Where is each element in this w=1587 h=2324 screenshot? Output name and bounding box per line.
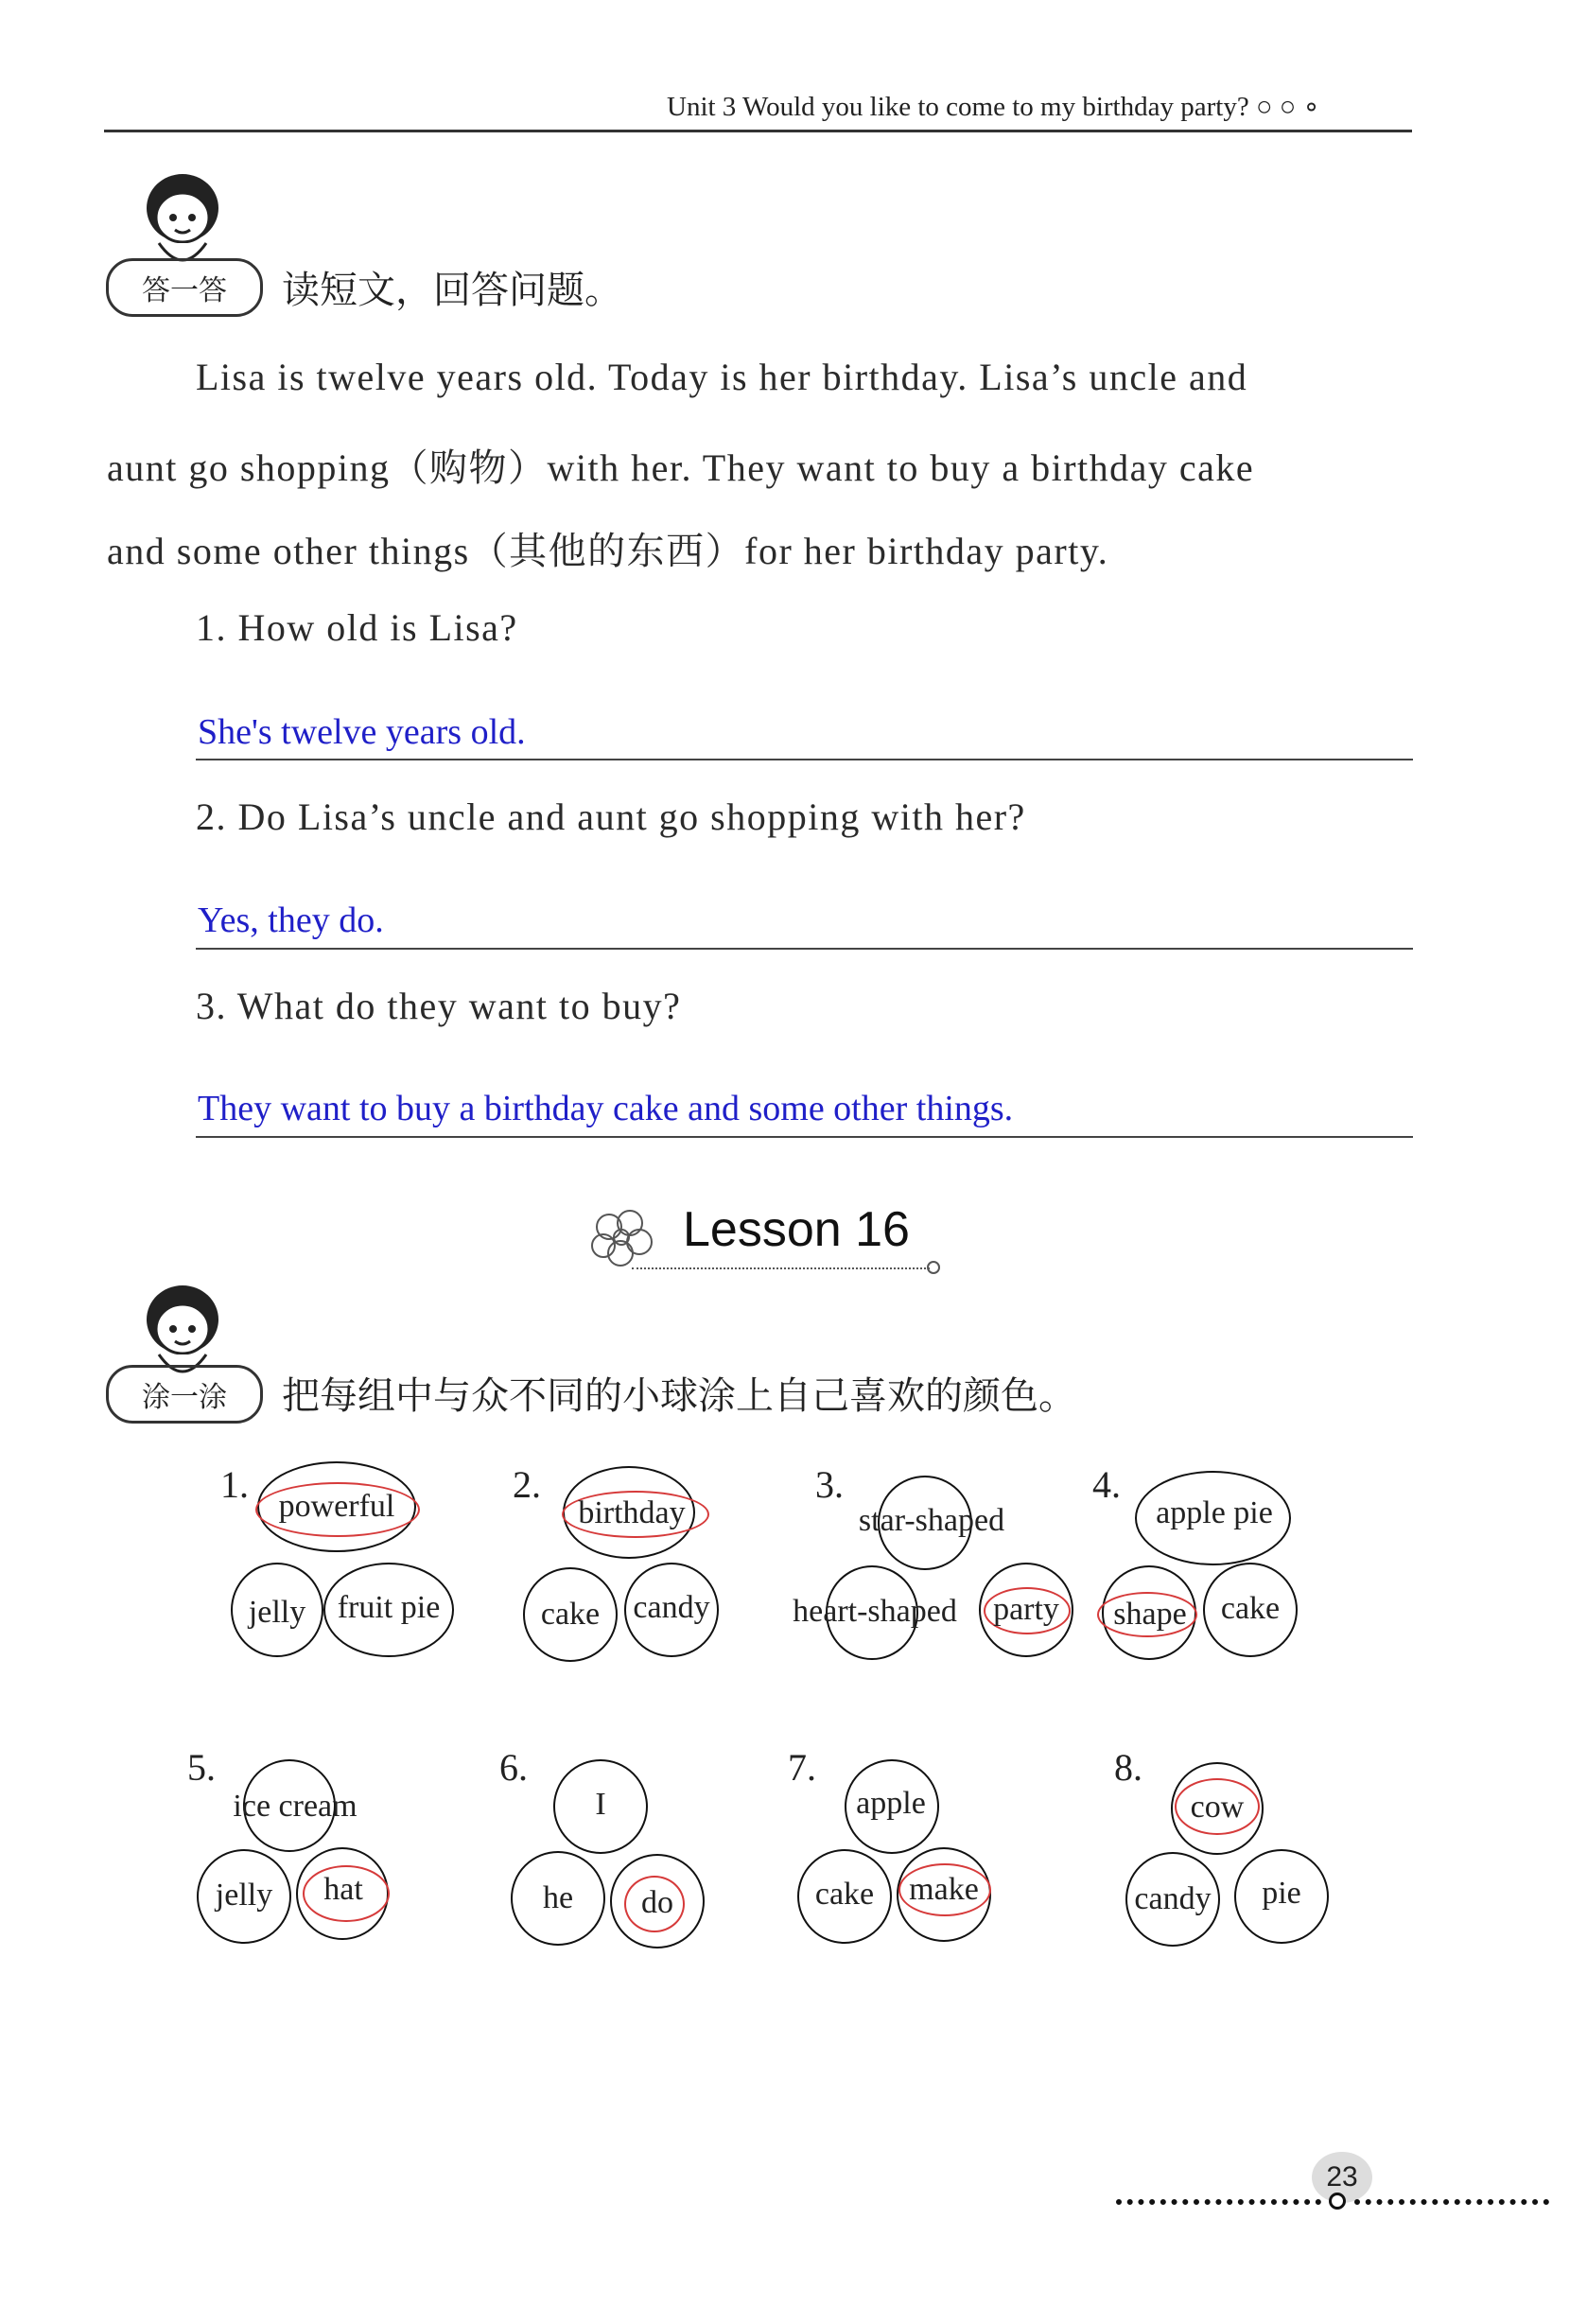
footer-ring-icon [1329,2193,1346,2210]
answer-badge: 答一答 [106,258,263,317]
passage-line-3: and some other things（其他的东西）for her birthday party. [107,530,1109,572]
answer-2: Yes, they do. [198,900,384,940]
running-header: Unit 3 Would you like to come to my birthday party? ○ ○ ∘ [667,92,1320,122]
ball-word: apple [856,1786,926,1821]
footer-dots-left [1116,2199,1321,2205]
answer-line-3 [196,1136,1413,1138]
ball-word: cake [1220,1591,1281,1626]
answer-3: They want to buy a birthday cake and some other things. [198,1089,1014,1128]
group-8-number: 8. [1114,1746,1142,1789]
flower-icon [584,1206,658,1267]
passage-line-2: aunt go shopping（购物）with her. They want to buy a birthday cake [107,446,1255,489]
passage-line-1: Lisa is twelve years old. Today is her birthday. Lisa’s uncle and [196,356,1248,398]
lesson-underline [632,1267,930,1269]
answer-1: She's twelve years old. [198,712,526,752]
ball-word: hat [323,1872,363,1907]
group-3-number: 3. [815,1463,844,1506]
ball-word: I [595,1787,606,1822]
lesson-title: Lesson 16 [683,1202,910,1257]
ball-word: make [909,1872,979,1907]
answer-line-2 [196,948,1413,950]
ball-word: powerful [278,1489,395,1524]
header-rule [104,130,1412,132]
ball-word: heart-shaped [793,1594,957,1629]
group-7-number: 7. [788,1746,816,1789]
ball-word: do [641,1885,673,1920]
group-6-number: 6. [499,1746,528,1789]
ball-word: candy [633,1590,710,1625]
question-1: 1. How old is Lisa? [196,606,518,649]
group-1-number: 1. [220,1463,249,1506]
question-3: 3. What do they want to buy? [196,985,682,1027]
ball-word: cake [540,1597,601,1632]
page-number: 23 [1312,2152,1372,2203]
ball-word: ice cream [233,1789,358,1824]
answer-line-1 [196,759,1413,760]
footer-dots-right [1354,2199,1549,2205]
ball-word: shape [1113,1597,1187,1632]
ball-word: party [993,1592,1059,1627]
ball-word: jelly [215,1878,273,1913]
ball-word: cow [1190,1790,1245,1825]
ball-word: fruit pie [337,1590,441,1625]
section2-instruction: 把每组中与众不同的小球涂上自己喜欢的颜色。 [282,1374,1076,1418]
ball-word: apple pie [1156,1495,1273,1530]
group-4-number: 4. [1092,1463,1121,1506]
group-2-number: 2. [513,1463,541,1506]
ball-word: birthday [578,1495,686,1530]
group-5-number: 5. [187,1746,216,1789]
ball-word: candy [1134,1881,1212,1916]
section1-instruction: 读短文，回答问题。 [282,269,622,312]
ball-word: he [542,1880,574,1915]
ball-word: cake [814,1877,875,1912]
ball-word: jelly [248,1595,306,1630]
color-badge: 涂一涂 [106,1365,263,1424]
question-2: 2. Do Lisa’s uncle and aunt go shopping with her? [196,795,1026,838]
ball-word: pie [1262,1876,1301,1911]
ball-word: star-shaped [858,1503,1005,1538]
lesson-dot-icon [927,1261,940,1274]
